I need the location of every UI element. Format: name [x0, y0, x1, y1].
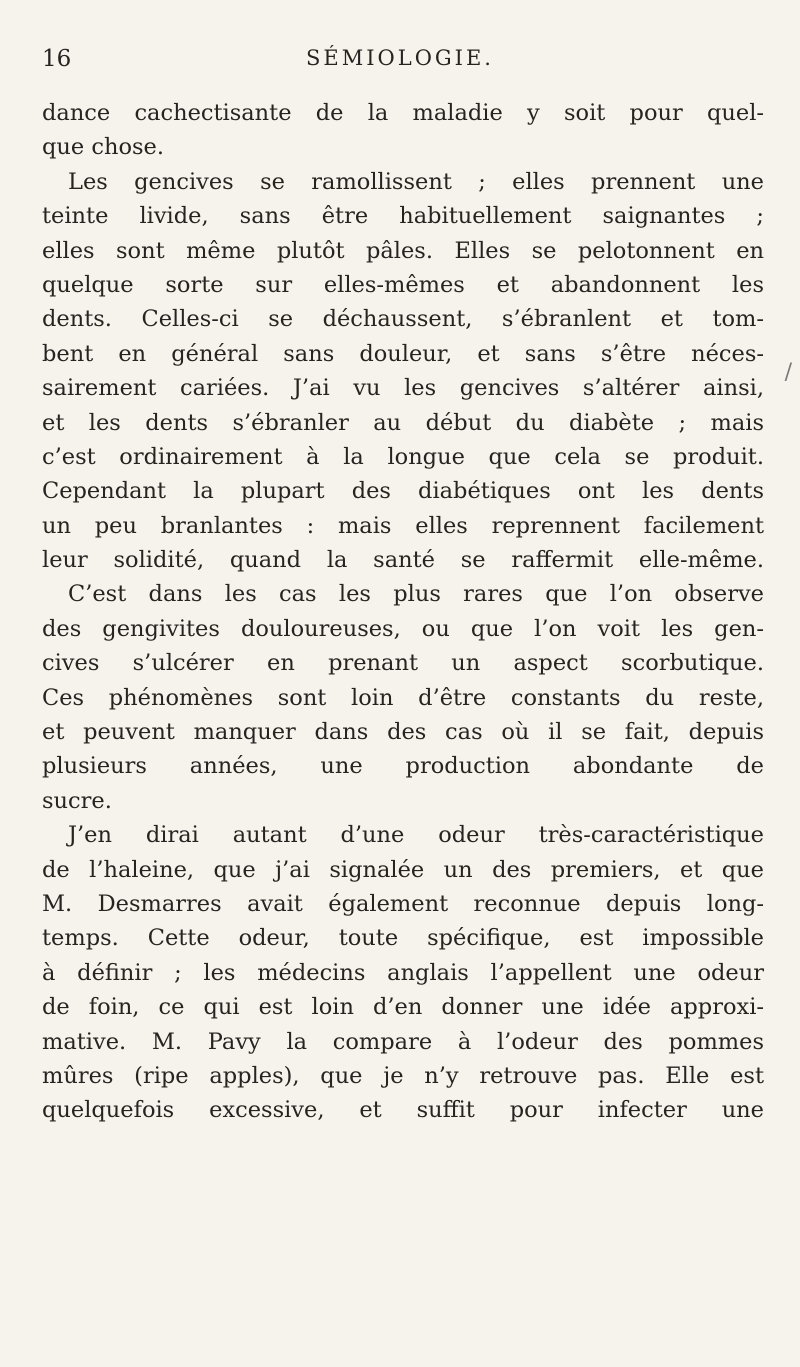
text-line: mative. M. Pavy la compare à l’odeur des pommes [42, 1028, 764, 1055]
margin-mark: / [784, 360, 792, 385]
text-line: quelque sorte sur elles-mêmes et abandonnent les [42, 271, 764, 298]
text-line: de foin, ce qui est loin d’en donner une idée approxi- [42, 994, 764, 1021]
text-line: mûres (ripe apples), que je n’y retrouve pas. Elle est [42, 1062, 764, 1089]
text-line: Cependant la plupart des diabétiques ont les dents [42, 478, 764, 505]
text-line: Ces phénomènes sont loin d’être constants du reste, [42, 684, 764, 711]
text-line: M. Desmarres avait également reconnue depuis long- [42, 890, 764, 917]
text-line: de l’haleine, que j’ai signalée un des premiers, et que [42, 856, 764, 883]
text-line: temps. Cette odeur, toute spécifique, est impossible [42, 925, 764, 952]
text-line: et peuvent manquer dans des cas où il se fait, depuis [42, 719, 764, 746]
text-line: bent en général sans douleur, et sans s’être néces- [42, 340, 764, 367]
text-line: C’est dans les cas les plus rares que l’on observe [68, 581, 764, 608]
text-line: et les dents s’ébranler au début du diabète ; mais [42, 409, 764, 436]
page-header [32, 46, 768, 82]
text-line: quelquefois excessive, et suffit pour infecter une [42, 1097, 764, 1124]
text-line: J’en dirai autant d’une odeur très-caractéristique [68, 822, 764, 849]
text-line: leur solidité, quand la santé se raffermit elle-même. [42, 547, 764, 574]
body-text [42, 96, 764, 1128]
running-head: SÉMIOLOGIE. [306, 46, 494, 70]
text-line: sairement cariées. J’ai vu les gencives s’altérer ainsi, [42, 375, 764, 402]
text-line: cives s’ulcérer en prenant un aspect scorbutique. [42, 650, 764, 677]
text-line: elles sont même plutôt pâles. Elles se pelotonnent en [42, 237, 764, 264]
text-line: sucre. [42, 787, 112, 814]
page-number: 16 [42, 46, 72, 72]
text-line: un peu branlantes : mais elles reprennent facilement [42, 512, 764, 539]
text-line: dance cachectisante de la maladie y soit pour quel- [42, 100, 764, 126]
text-line: c’est ordinairement à la longue que cela se produit. [42, 443, 764, 470]
text-line: des gengivites douloureuses, ou que l’on voit les gen- [42, 615, 764, 642]
text-line: teinte livide, sans être habituellement saignantes ; [42, 203, 764, 230]
text-line: que chose. [42, 134, 165, 161]
text-line: Les gencives se ramollissent ; elles prennent une [68, 168, 764, 195]
text-line: à définir ; les médecins anglais l’appellent une odeur [42, 959, 764, 986]
text-line: plusieurs années, une production abondante de [42, 753, 764, 780]
text-line: dents. Celles-ci se déchaussent, s’ébranlent et tom- [42, 306, 764, 333]
